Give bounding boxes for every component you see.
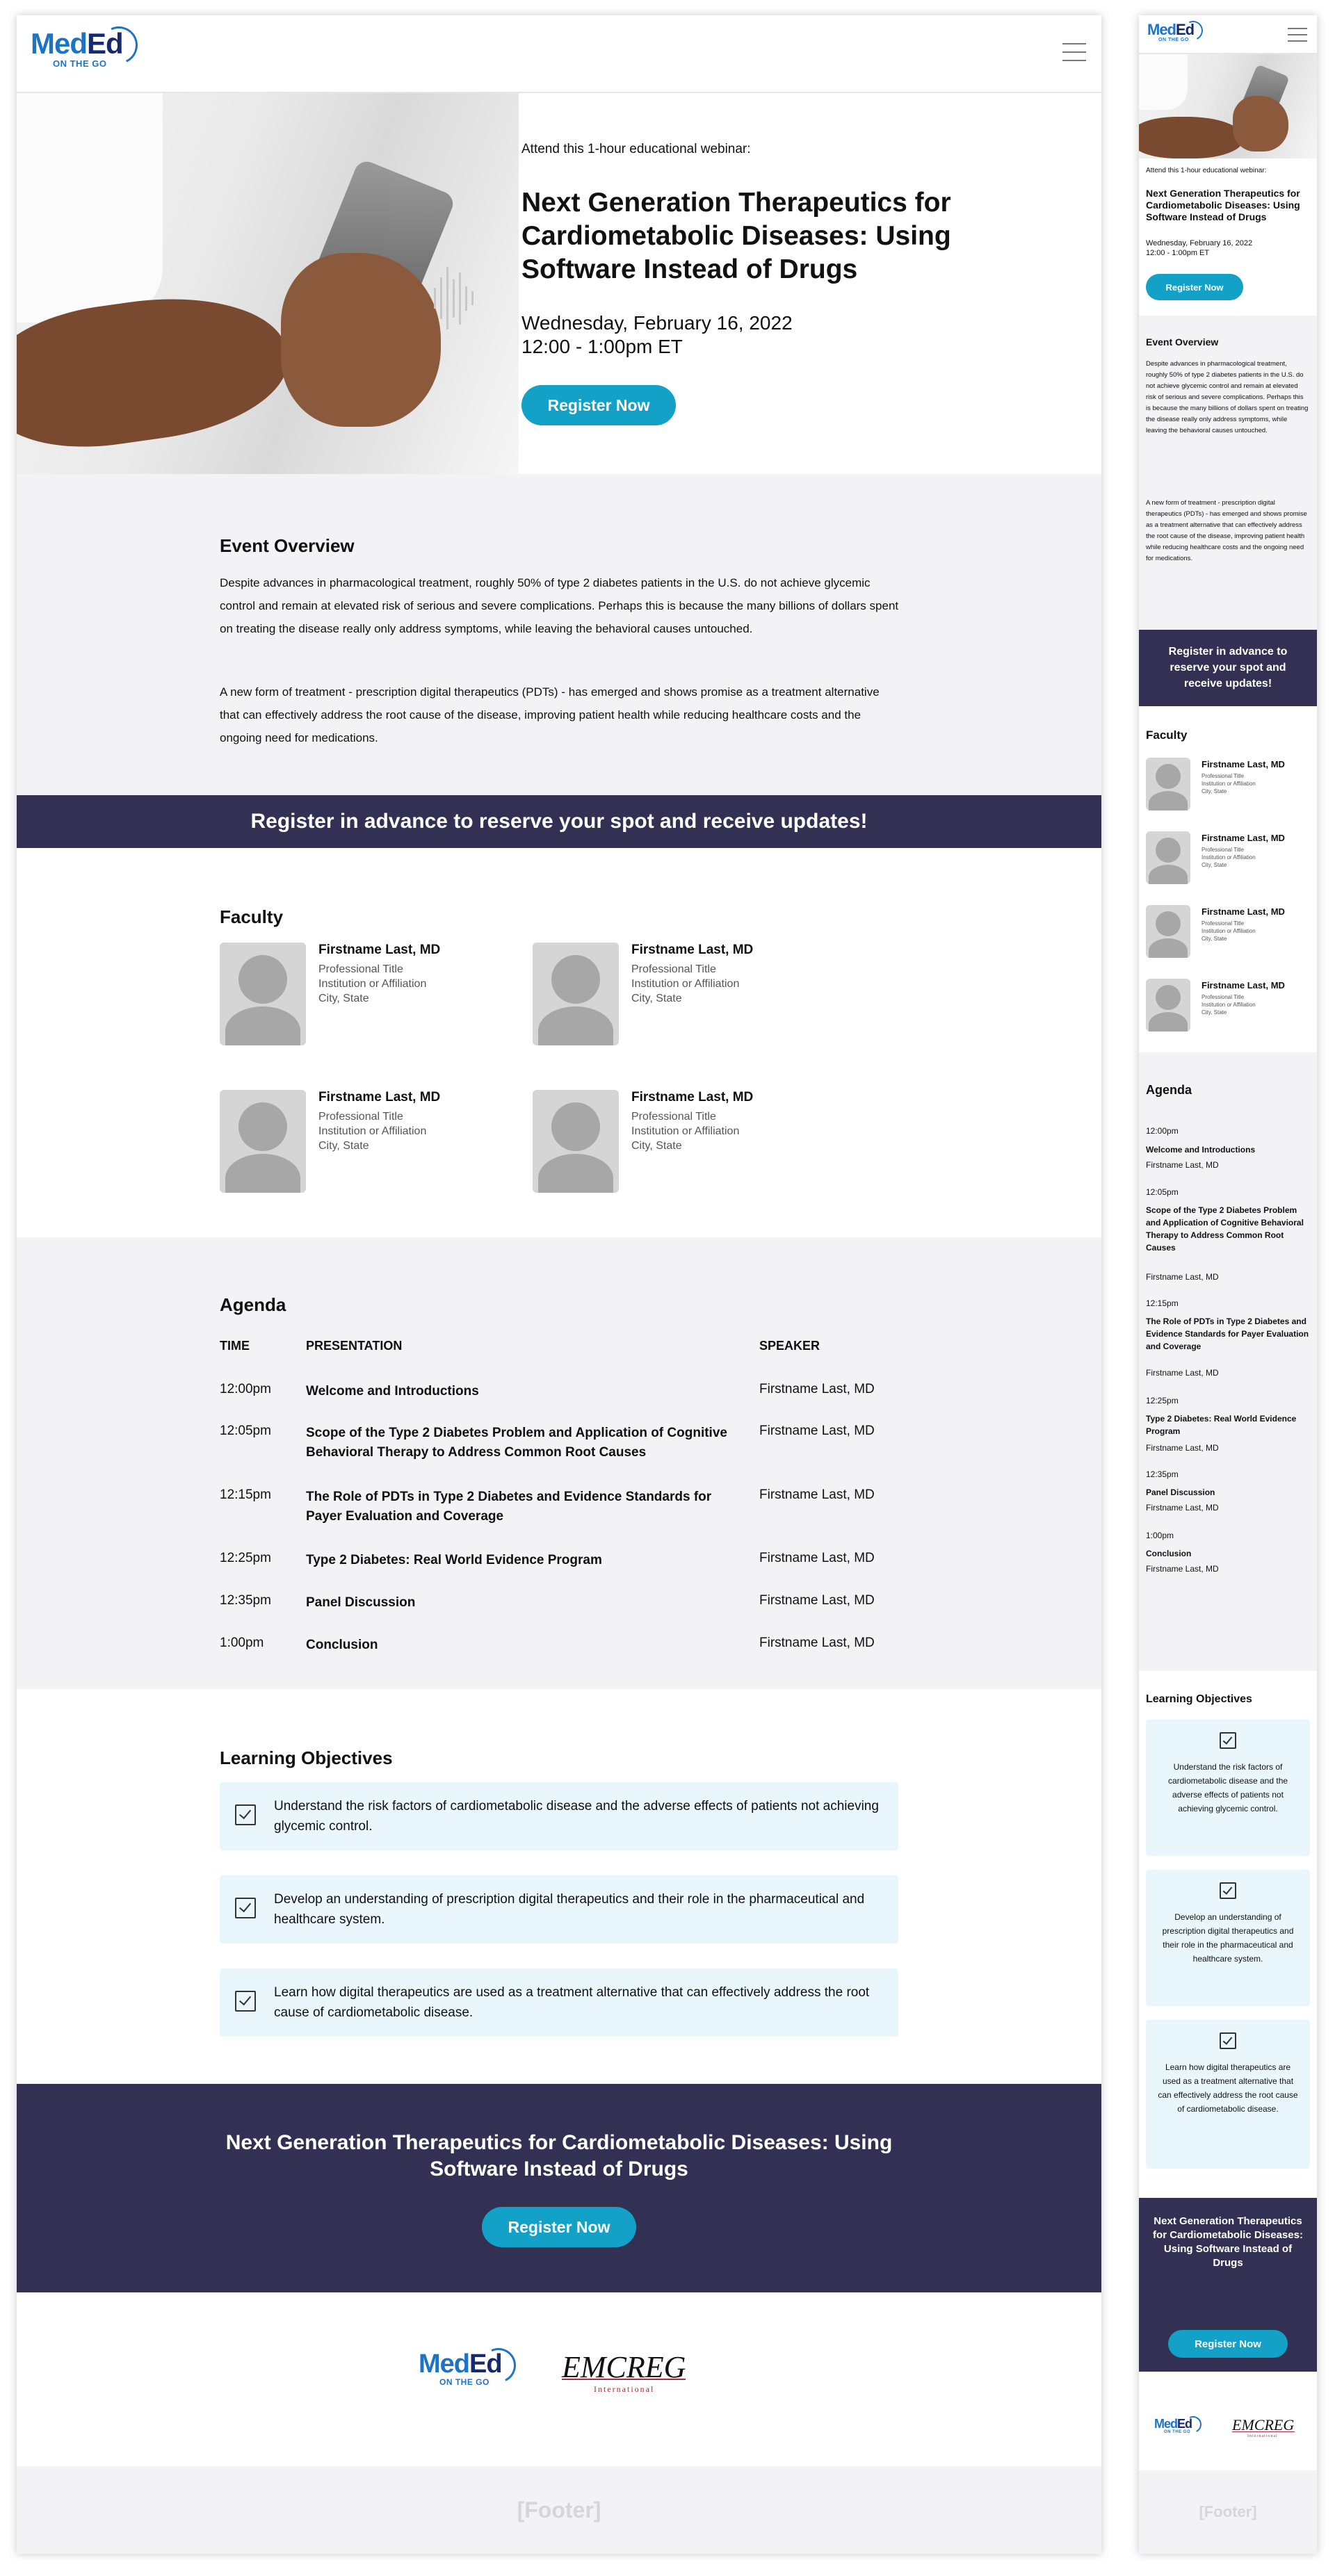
overview-paragraph-1: Despite advances in pharmacological treatment, roughly 50% of type 2 diabetes patients in the U.S. do not achieve glycemic control and remain at elevated risk of serious and severe complications. Perhaps this is because the many billions of dollars spent on treating the disease really only address symptoms, while leaving the behavioral causes untouched. [1146, 360, 1309, 434]
register-banner[interactable]: Register in advance to reserve your spot and receive updates! [1139, 630, 1317, 706]
avatar-placeholder-icon [220, 1090, 306, 1193]
hero-phone-image [17, 93, 519, 474]
faculty-name: Firstname Last, MD [1202, 833, 1285, 843]
checkbox-icon [1220, 1882, 1236, 1899]
partner-logos [17, 2292, 1101, 2466]
emcreg-subtext: International [594, 2384, 655, 2394]
agenda-presentation: Conclusion [306, 1638, 378, 1652]
checkbox-icon [235, 1898, 256, 1918]
learning-objectives-section [1139, 1671, 1317, 2198]
mededonthego-logo[interactable] [1147, 22, 1194, 42]
agenda-presentation: Scope of the Type 2 Diabetes Problem and Application of Cognitive Behavioral Therapy to Address Common Root Causes [1146, 1205, 1304, 1253]
faculty-card [533, 1090, 846, 1194]
agenda-time: 12:15pm [1146, 1298, 1179, 1308]
learning-objectives-section [17, 1689, 1101, 2084]
closing-register-button[interactable]: Register Now [482, 2207, 636, 2247]
faculty-name: Firstname Last, MD [1202, 759, 1285, 769]
objective-text: Learn how digital therapeutics are used as a treatment alternative that can effectively address the root cause of cardiometabolic disease. [1158, 2062, 1298, 2114]
agenda-time: 12:05pm [220, 1424, 271, 1438]
hero-intro: Attend this 1-hour educational webinar: [1146, 167, 1267, 174]
emcreg-logo[interactable] [562, 2349, 686, 2394]
faculty-institution: Institution or Affiliation [1202, 928, 1256, 934]
agenda-presentation: Welcome and Introductions [306, 1384, 479, 1399]
faculty-name: Firstname Last, MD [631, 943, 754, 957]
faculty-heading: Faculty [220, 906, 284, 927]
logo-text-ed: Ed [1177, 2417, 1192, 2431]
checkbox-icon [1220, 2032, 1236, 2049]
logo-text-med: Med [1147, 21, 1176, 38]
faculty-section [17, 848, 1101, 1237]
overview-heading: Event Overview [220, 535, 355, 556]
objectives-heading: Learning Objectives [220, 1747, 393, 1768]
overview-paragraph-2: A new form of treatment - prescription digital therapeutics (PDTs) - has emerged and shows promise as a treatment alternative that can effectively address the root cause of the disease, improving patient health while reducing healthcare costs and the ongoing need for medications. [220, 685, 880, 744]
faculty-card [1146, 758, 1313, 813]
hero-title: Next Generation Therapeutics for Cardiometabolic Diseases: Using Software Instead of Drugs [1146, 188, 1300, 222]
hero-phone-image [1139, 54, 1317, 158]
partner-logos [1139, 2372, 1317, 2470]
avatar-placeholder-icon [1146, 979, 1190, 1032]
agenda-presentation: Scope of the Type 2 Diabetes Problem and Application of Cognitive Behavioral Therapy to Address Common Root Causes [306, 1426, 727, 1460]
agenda-col-time: TIME [220, 1339, 250, 1353]
faculty-title: Professional Title [631, 1111, 716, 1123]
closing-title: Next Generation Therapeutics for Cardiometabolic Diseases: Using Software Instead of Drugs [1153, 2215, 1303, 2269]
faculty-institution: Institution or Affiliation [631, 1125, 740, 1137]
hero-time: 12:00 - 1:00pm ET [521, 336, 683, 357]
faculty-card [220, 943, 533, 1047]
objective-item [220, 1875, 898, 1943]
avatar-placeholder-icon [1146, 905, 1190, 958]
event-overview-section [17, 474, 1101, 795]
faculty-title: Professional Title [1202, 920, 1244, 927]
desktop-page [17, 15, 1101, 2554]
faculty-location: City, State [1202, 936, 1227, 942]
faculty-institution: Institution or Affiliation [631, 978, 740, 990]
agenda-speaker: Firstname Last, MD [1146, 1160, 1219, 1170]
logo-text-med: Med [419, 2349, 469, 2379]
checkbox-icon [1220, 1732, 1236, 1749]
sound-wave-graphic [434, 267, 474, 329]
objective-text: Develop an understanding of prescription digital therapeutics and their role in the pharmaceutical and healthcare system. [1162, 1912, 1294, 1964]
faculty-title: Professional Title [1202, 994, 1244, 1000]
closing-cta-section [17, 2084, 1101, 2292]
faculty-card [1146, 831, 1313, 887]
logo-text-ed: Ed [1176, 21, 1195, 38]
faculty-location: City, State [1202, 1009, 1227, 1016]
agenda-presentation: Welcome and Introductions [1146, 1145, 1256, 1155]
logo-text-med: Med [31, 27, 87, 60]
agenda-presentation: Panel Discussion [1146, 1487, 1215, 1497]
objective-text: Learn how digital therapeutics are used as a treatment alternative that can effectively address the root cause of cardiometabolic disease. [274, 1985, 870, 2020]
faculty-location: City, State [1202, 862, 1227, 868]
checkbox-icon [235, 1991, 256, 2012]
agenda-time: 12:00pm [220, 1382, 271, 1396]
faculty-location: City, State [631, 993, 682, 1004]
site-header [1139, 15, 1317, 54]
agenda-heading: Agenda [220, 1294, 286, 1315]
checkbox-icon [235, 1804, 256, 1825]
objective-item [1146, 1720, 1310, 1856]
agenda-presentation: The Role of PDTs in Type 2 Diabetes and Evidence Standards for Payer Evaluation and Coverage [306, 1490, 712, 1524]
logo-subtext: ON THE GO [53, 58, 107, 69]
avatar-placeholder-icon [533, 1090, 619, 1193]
agenda-presentation: Conclusion [1146, 1549, 1192, 1558]
logo-text-med: Med [1154, 2417, 1177, 2431]
event-overview-section [1139, 316, 1317, 630]
hero-section [17, 93, 1101, 474]
agenda-time: 12:25pm [1146, 1396, 1179, 1405]
agenda-speaker: Firstname Last, MD [1146, 1443, 1219, 1453]
faculty-card [1146, 905, 1313, 961]
agenda-section [1139, 1052, 1317, 1671]
faculty-institution: Institution or Affiliation [1202, 854, 1256, 861]
hero-register-button[interactable]: Register Now [521, 385, 676, 425]
emcreg-logo[interactable] [1232, 2416, 1295, 2438]
faculty-title: Professional Title [1202, 773, 1244, 779]
faculty-name: Firstname Last, MD [318, 1090, 441, 1104]
agenda-heading: Agenda [1146, 1083, 1192, 1097]
faculty-location: City, State [631, 1140, 682, 1152]
faculty-institution: Institution or Affiliation [318, 1125, 427, 1137]
hamburger-menu-icon[interactable] [1062, 43, 1086, 61]
site-header [17, 15, 1101, 93]
emcreg-subtext: International [1247, 2434, 1278, 2438]
objective-text: Understand the risk factors of cardiometabolic disease and the adverse effects of patients not achieving glycemic control. [1167, 1762, 1288, 1813]
faculty-name: Firstname Last, MD [1202, 980, 1285, 991]
agenda-time: 12:35pm [1146, 1469, 1179, 1479]
faculty-name: Firstname Last, MD [318, 943, 441, 957]
register-banner[interactable]: Register in advance to reserve your spot and receive updates! [17, 795, 1101, 848]
faculty-institution: Institution or Affiliation [1202, 781, 1256, 787]
agenda-presentation: Type 2 Diabetes: Real World Evidence Program [1146, 1414, 1297, 1436]
agenda-speaker: Firstname Last, MD [759, 1551, 875, 1565]
faculty-title: Professional Title [318, 1111, 403, 1123]
agenda-time: 12:25pm [220, 1551, 271, 1565]
hero-intro: Attend this 1-hour educational webinar: [521, 142, 751, 156]
closing-cta-section [1139, 2198, 1317, 2372]
faculty-title: Professional Title [1202, 847, 1244, 853]
objective-item [1146, 2020, 1310, 2169]
hero-date: Wednesday, February 16, 2022 [521, 312, 793, 334]
agenda-speaker: Firstname Last, MD [1146, 1503, 1219, 1513]
avatar-placeholder-icon [1146, 831, 1190, 884]
logo-subtext: ON THE GO [439, 2377, 490, 2387]
agenda-speaker: Firstname Last, MD [1146, 1272, 1219, 1282]
avatar-placeholder-icon [533, 943, 619, 1045]
agenda-time: 12:00pm [1146, 1126, 1179, 1136]
footer: [Footer] [17, 2466, 1101, 2554]
hero-date: Wednesday, February 16, 2022 [1146, 239, 1253, 247]
hero-register-button[interactable]: Register Now [1146, 274, 1243, 300]
logo-text-ed: Ed [87, 27, 123, 60]
faculty-card [1146, 979, 1313, 1034]
faculty-section [1139, 706, 1317, 1052]
agenda-time: 1:00pm [1146, 1531, 1174, 1540]
agenda-time: 12:35pm [220, 1593, 271, 1608]
faculty-name: Firstname Last, MD [1202, 906, 1285, 917]
overview-heading: Event Overview [1146, 336, 1219, 348]
objectives-heading: Learning Objectives [1146, 1693, 1252, 1705]
faculty-institution: Institution or Affiliation [318, 978, 427, 990]
avatar-placeholder-icon [1146, 758, 1190, 810]
emcreg-logo-text: EMCREG [562, 2350, 686, 2384]
faculty-heading: Faculty [1146, 728, 1188, 742]
agenda-col-presentation: PRESENTATION [306, 1339, 403, 1353]
agenda-presentation: The Role of PDTs in Type 2 Diabetes and Evidence Standards for Payer Evaluation and Coverage [1146, 1316, 1309, 1351]
closing-title: Next Generation Therapeutics for Cardiometabolic Diseases: Using Software Instead of Drugs [225, 2131, 893, 2180]
mededonthego-logo[interactable] [419, 2351, 502, 2387]
logo-text-ed: Ed [469, 2349, 502, 2379]
ecg-pulse-icon [1232, 2431, 1295, 2432]
agenda-col-speaker: SPEAKER [759, 1339, 820, 1353]
objective-item [220, 1782, 898, 1850]
footer: [Footer] [1139, 2470, 1317, 2554]
agenda-presentation: Type 2 Diabetes: Real World Evidence Program [306, 1553, 602, 1567]
agenda-speaker: Firstname Last, MD [1146, 1564, 1219, 1574]
objective-item [1146, 1870, 1310, 2006]
hero-title: Next Generation Therapeutics for Cardiometabolic Diseases: Using Software Instead of Drugs [521, 188, 951, 284]
overview-paragraph-1: Despite advances in pharmacological treatment, roughly 50% of type 2 diabetes patients in the U.S. do not achieve glycemic control and remain at elevated risk of serious and severe complications. Perhaps this is because the many billions of dollars spent on treating the disease really only address symptoms, while leaving the behavioral causes untouched. [220, 576, 899, 635]
closing-register-button[interactable]: Register Now [1168, 2330, 1288, 2358]
agenda-presentation: Panel Discussion [306, 1595, 416, 1610]
objective-text: Develop an understanding of prescription digital therapeutics and their role in the pharmaceutical and healthcare system. [274, 1892, 865, 1927]
emcreg-logo-text: EMCREG [1232, 2416, 1295, 2434]
agenda-speaker: Firstname Last, MD [759, 1593, 875, 1608]
mobile-page [1139, 15, 1317, 2554]
agenda-time: 12:05pm [1146, 1187, 1179, 1197]
agenda-time: 12:15pm [220, 1487, 271, 1502]
hamburger-menu-icon[interactable] [1288, 28, 1307, 42]
faculty-title: Professional Title [631, 963, 716, 975]
faculty-institution: Institution or Affiliation [1202, 1002, 1256, 1008]
agenda-speaker: Firstname Last, MD [759, 1487, 875, 1502]
agenda-speaker: Firstname Last, MD [759, 1382, 875, 1396]
faculty-location: City, State [318, 1140, 369, 1152]
faculty-title: Professional Title [318, 963, 403, 975]
agenda-speaker: Firstname Last, MD [1146, 1368, 1219, 1378]
objective-item [220, 1968, 898, 2037]
overview-paragraph-2: A new form of treatment - prescription digital therapeutics (PDTs) - has emerged and shows promise as a treatment alternative that can effectively address the root cause of the disease, improving patient health while reducing healthcare costs and the ongoing need for medications. [1146, 499, 1307, 562]
agenda-section [17, 1237, 1101, 1689]
objective-text: Understand the risk factors of cardiometabolic disease and the adverse effects of patients not achieving glycemic control. [274, 1799, 879, 1834]
logo-subtext: ON THE GO [1164, 2430, 1191, 2434]
faculty-card [533, 943, 846, 1047]
logo-subtext: ON THE GO [1158, 38, 1189, 42]
avatar-placeholder-icon [220, 943, 306, 1045]
agenda-speaker: Firstname Last, MD [759, 1636, 875, 1650]
hero-time: 12:00 - 1:00pm ET [1146, 249, 1210, 257]
faculty-card [220, 1090, 533, 1194]
agenda-time: 1:00pm [220, 1636, 264, 1650]
mededonthego-logo[interactable] [1154, 2418, 1192, 2434]
faculty-name: Firstname Last, MD [631, 1090, 754, 1104]
faculty-location: City, State [318, 993, 369, 1004]
mededonthego-logo[interactable] [31, 29, 123, 69]
ecg-pulse-icon [562, 2379, 686, 2380]
faculty-location: City, State [1202, 788, 1227, 794]
agenda-speaker: Firstname Last, MD [759, 1424, 875, 1438]
